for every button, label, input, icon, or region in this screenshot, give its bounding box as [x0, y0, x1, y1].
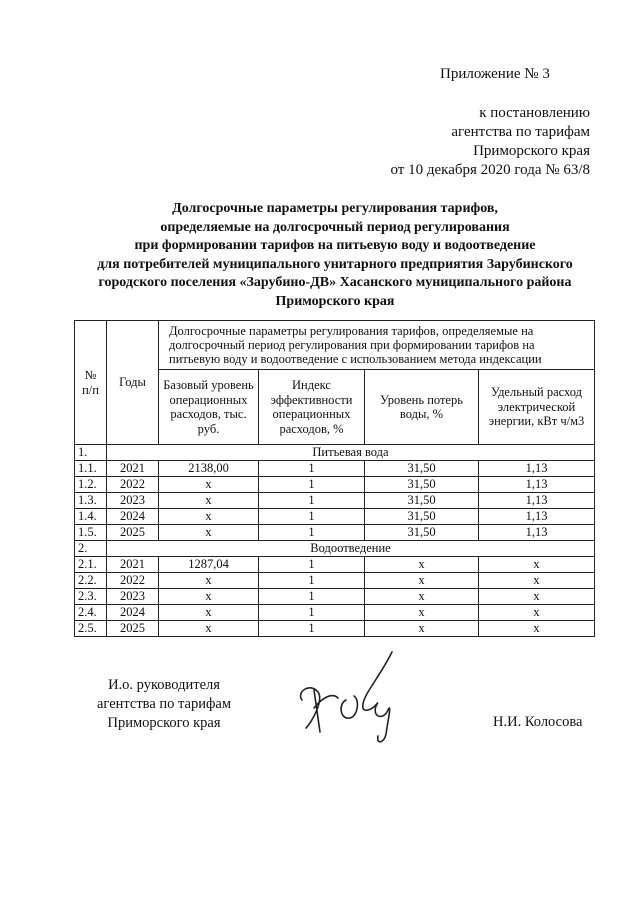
table-row — [75, 525, 595, 541]
row-year: 2022 — [107, 573, 159, 589]
section-row — [75, 445, 595, 461]
row-base-costs: х — [159, 589, 259, 605]
row-number: 1.5. — [75, 525, 107, 541]
section-name: Питьевая вода — [107, 445, 595, 461]
section-row — [75, 541, 595, 557]
header-base-costs: Базовый уровень операционных расходов, тыс. руб. — [159, 370, 259, 445]
title-line: определяемые на долгосрочный период регулирования — [160, 219, 510, 235]
handwritten-signature — [288, 648, 408, 748]
row-base-costs: х — [159, 509, 259, 525]
header-water-loss: Уровень потерь воды, % — [365, 370, 479, 445]
table-row — [75, 605, 595, 621]
reference-line: к постановлению — [479, 105, 590, 121]
table-row — [75, 509, 595, 525]
row-energy-consumption: 1,13 — [479, 509, 595, 525]
title-line: Приморского края — [275, 293, 395, 309]
row-number: 1.2. — [75, 477, 107, 493]
row-energy-consumption: х — [479, 621, 595, 637]
row-water-loss: х — [365, 621, 479, 637]
row-energy-consumption: х — [479, 557, 595, 573]
row-water-loss: х — [365, 557, 479, 573]
row-efficiency-index: 1 — [259, 509, 365, 525]
row-base-costs: 2138,00 — [159, 461, 259, 477]
section-number: 2. — [75, 541, 107, 557]
row-efficiency-index: 1 — [259, 525, 365, 541]
row-base-costs: х — [159, 573, 259, 589]
row-year: 2021 — [107, 461, 159, 477]
row-efficiency-index: 1 — [259, 621, 365, 637]
row-water-loss: 31,50 — [365, 509, 479, 525]
header-efficiency-index: Индекс эффективности операционных расходов, % — [259, 370, 365, 445]
reference-line: Приморского края — [473, 143, 590, 159]
table-row — [75, 557, 595, 573]
row-energy-consumption: х — [479, 605, 595, 621]
row-number: 2.1. — [75, 557, 107, 573]
table-row — [75, 493, 595, 509]
row-number: 1.4. — [75, 509, 107, 525]
row-energy-consumption: 1,13 — [479, 461, 595, 477]
table-row — [75, 461, 595, 477]
row-year: 2021 — [107, 557, 159, 573]
row-efficiency-index: 1 — [259, 573, 365, 589]
position-line: агентства по тарифам — [97, 696, 231, 712]
row-efficiency-index: 1 — [259, 461, 365, 477]
header-energy-consumption: Удельный расход электрической энергии, кВт ч/м3 — [479, 370, 595, 445]
signature-position — [84, 676, 244, 733]
signer-name: Н.И. Колосова — [493, 714, 583, 730]
header-group: Долгосрочные параметры регулирования тарифов, определяемые на долгосрочный период регулирования при формировании тарифов на питьевую воду и водоотведение с использованием метода индексации — [159, 321, 595, 370]
header-years: Годы — [107, 321, 159, 445]
row-water-loss: х — [365, 573, 479, 589]
row-water-loss: х — [365, 605, 479, 621]
row-base-costs: 1287,04 — [159, 557, 259, 573]
table-row — [75, 621, 595, 637]
row-energy-consumption: х — [479, 573, 595, 589]
row-base-costs: х — [159, 605, 259, 621]
row-water-loss: х — [365, 589, 479, 605]
row-year: 2023 — [107, 493, 159, 509]
row-energy-consumption: х — [479, 589, 595, 605]
row-energy-consumption: 1,13 — [479, 477, 595, 493]
annex-title: Приложение № 3 — [440, 66, 550, 82]
row-efficiency-index: 1 — [259, 557, 365, 573]
row-efficiency-index: 1 — [259, 605, 365, 621]
row-year: 2024 — [107, 509, 159, 525]
row-base-costs: х — [159, 493, 259, 509]
title-line: при формировании тарифов на питьевую воду и водоотведение — [134, 238, 536, 253]
row-number: 1.3. — [75, 493, 107, 509]
reference-line: агентства по тарифам — [451, 124, 590, 140]
row-efficiency-index: 1 — [259, 493, 365, 509]
title-line: Долгосрочные параметры регулирования тарифов, — [172, 201, 498, 216]
title-line: городского поселения «Зарубино-ДВ» Хасанского муниципального района — [98, 275, 572, 290]
position-line: И.о. руководителя — [108, 677, 220, 693]
table-row — [75, 589, 595, 605]
row-base-costs: х — [159, 621, 259, 637]
row-water-loss: 31,50 — [365, 461, 479, 477]
row-water-loss: 31,50 — [365, 477, 479, 493]
row-base-costs: х — [159, 525, 259, 541]
position-line: Приморского края — [107, 715, 221, 731]
section-name: Водоотведение — [107, 541, 595, 557]
row-number: 2.5. — [75, 621, 107, 637]
title-line: для потребителей муниципального унитарного предприятия Зарубинского — [97, 256, 573, 272]
row-water-loss: 31,50 — [365, 525, 479, 541]
row-year: 2025 — [107, 621, 159, 637]
row-year: 2025 — [107, 525, 159, 541]
row-energy-consumption: 1,13 — [479, 493, 595, 509]
header-num: № п/п — [75, 321, 107, 445]
decree-reference — [380, 104, 590, 180]
row-year: 2024 — [107, 605, 159, 621]
table-row — [75, 477, 595, 493]
row-number: 1.1. — [75, 461, 107, 477]
row-number: 2.3. — [75, 589, 107, 605]
row-efficiency-index: 1 — [259, 589, 365, 605]
row-base-costs: х — [159, 477, 259, 493]
row-number: 2.2. — [75, 573, 107, 589]
document-title — [40, 200, 630, 311]
row-water-loss: 31,50 — [365, 493, 479, 509]
row-year: 2022 — [107, 477, 159, 493]
row-efficiency-index: 1 — [259, 477, 365, 493]
row-number: 2.4. — [75, 605, 107, 621]
row-energy-consumption: 1,13 — [479, 525, 595, 541]
reference-line: от 10 декабря 2020 года № 63/8 — [390, 162, 590, 178]
row-year: 2023 — [107, 589, 159, 605]
section-number: 1. — [75, 445, 107, 461]
table-row — [75, 573, 595, 589]
parameters-table — [74, 320, 595, 637]
